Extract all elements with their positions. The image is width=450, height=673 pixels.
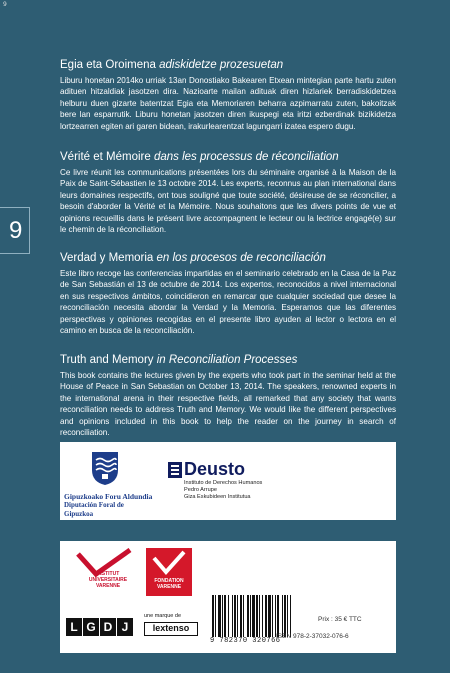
publisher-band [60,541,396,653]
title-italic: dans les processus de réconciliation [153,151,339,163]
fondation-varenne-logo [146,548,192,596]
lextenso-wordmark: lextenso [144,622,198,636]
section-body: Liburu honetan 2014ko urriak 13an Donostiako Bakearen Etxean mintegian parte hartu zuten adituen hitzaldiak jasotzen dira. Nazioarte mailan adituak diren hizlariek berradiskidetzea helburu duen gizarte batentzat Egia eta Memoriaren beharra azpimarratu zuten, bakoitzak bere lan esparrutik. Liburu honetan jasotzen diren ikuspegi eta iritzi ezberdinak bizikidetza lortzearren egiten ari garen bidean, irakurlearentzat lagungarri izatea espero dugu. [60,76,396,131]
volume-number: 9 [9,217,23,244]
section-body: This book contains the lectures given by the experts who took part in the seminar held at the House of Peace in San Sebastian on October 13, 2014. The speakers, renowned experts in the international arena in their respective fields, all remarked that any society that wants reconciliation needs to address Truth and Memory. We would like the different perspectives and opinions included in this book to help the reader on the journey in search of reconciliation. [60,371,396,438]
deusto-line: Pedro Arrupe [184,487,217,493]
title-italic: in Reconciliation Processes [156,354,298,366]
title-italic: en los procesos de reconciliación [156,252,326,264]
gipuzkoa-shield-icon [90,450,120,486]
fondation-check-icon [146,548,192,578]
title-plain: Vérité et Mémoire [60,151,154,163]
price-label: Prix : 35 € TTC [318,616,362,623]
volume-number-tab [0,207,30,254]
deusto-line: Giza Eskubideen Institutua [184,494,251,500]
deusto-logo [168,459,368,512]
lgdj-letter: L [66,618,82,636]
section-french [60,150,396,235]
barcode-bars-icon [210,595,318,637]
deusto-wordmark: Deusto [184,459,246,479]
fondation-text [146,578,192,590]
varenne-line: INSTITUT [96,571,120,577]
lgdj-letter: D [100,618,116,636]
section-basque [60,58,396,132]
section-body: Este libro recoge las conferencias impartidas en el seminario celebrado en la Casa de la Paz de San Sebastián el 13 de octubre de 2014. Los expertos, reconocidos a nivel internacional en sus respectivos ámbitos, coincidieron en remarcar que cualquier sociedad que desee la reconciliación necesita abordar la Verdad y la Memoria. Esperamos que las diferentes perspectivas y opiniones recogidas en el presente libro ayuden al lector o lectora en el camino en busca de la reconciliación. [60,269,396,336]
title-plain: Verdad y Memoria [60,252,157,264]
isbn-label: ISBN 978-2-37032-076-6 [276,633,349,640]
deusto-mark-icon [168,462,182,478]
varenne-text [78,571,138,589]
barcode [210,595,318,651]
deusto-line: Instituto de Derechos Humanos [184,480,263,486]
fondation-line: VARENNE [156,584,182,590]
lextenso-prefix: une marque de [144,613,181,619]
deusto-institute [184,480,262,501]
gipuzkoa-name: Gipuzkoako Foru Aldundia [64,492,153,501]
section-title [60,58,396,72]
sponsor-logo-band [60,442,396,520]
lgdj-letter: J [117,618,133,636]
gipuzkoa-subname: Diputación Foral de Gipuzkoa [64,501,124,518]
section-body: Ce livre réunit les communications présentées lors du séminaire organisé à la Maison de la Paix de Saint-Sébastien le 13 octobre 2014. Les experts, reconnus au plan international dans leurs domaines respectifs, ont tous souligné que toute société, désireuse de se réconcilier, a besoin d'aborder la Vérité et la Mémoire. Nous souhaitons que les divers points de vue et opinions recueillis dans le présent livre accompagnent le lecteur ou la lectrice engagé(e) sur le chemin de la réconciliation. [60,168,396,235]
section-english [60,353,396,438]
lgdj-logo [66,618,136,636]
section-spanish [60,251,396,336]
varenne-line: VARENNE [95,583,121,589]
lgdj-letter: G [83,618,99,636]
lextenso-logo [144,613,204,639]
gipuzkoa-logo [60,442,153,520]
title-italic: adiskidetze prozesuetan [159,59,284,71]
title-plain: Truth and Memory [60,354,157,366]
section-title [60,251,396,265]
varenne-line: UNIVERSITAIRE [88,577,128,583]
title-plain: Egia eta Oroimena [60,59,160,71]
corner-mark: 9 [3,1,7,8]
fondation-line: FONDATION [154,578,184,584]
barcode-number: 9 782370 320766 [210,637,281,645]
section-title [60,150,396,164]
section-title [60,353,396,367]
